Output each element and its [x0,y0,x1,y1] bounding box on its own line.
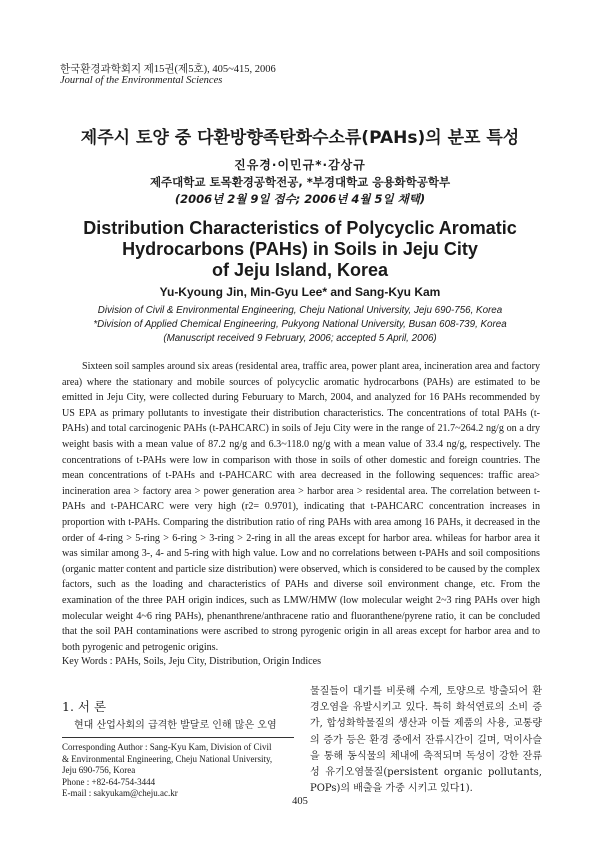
manuscript-dates-en: (Manuscript received 9 February, 2006; accepted 5 April, 2006) [163,333,437,344]
authors-ko: 진유경·이민규*·감상규 [234,158,366,172]
section-heading-introduction: 1. 서 론 [62,699,107,714]
abstract [62,359,540,655]
journal-name-en: Journal of the Environmental Sciences [60,75,223,86]
paper-title-ko: 제주시 토양 중 다환방향족탄화수소류(PAHs)의 분포 특성 [80,128,520,148]
page-number: 405 [292,796,308,807]
title-en-line: Hydrocarbons (PAHs) in Soils in Jeju City [122,239,478,259]
keywords: Key Words : PAHs, Soils, Jeju City, Distribution, Origin Indices [62,656,322,667]
corr-line: & Environmental Engineering, Cheju National University, [62,753,273,764]
received-accepted-dates-ko: (2006년 2월 9일 접수; 2006년 4월 5일 채택) [174,192,426,206]
title-en-line: of Jeju Island, Korea [211,260,389,280]
corr-line: E-mail : sakyukam@cheju.ac.kr [62,788,178,799]
title-en-line: Distribution Characteristics of Polycyclic Aromatic [83,218,517,238]
affiliation-ko: 제주대학교 토목환경공학전공, *부경대학교 응용화학공학부 [149,175,451,189]
affiliation-en-line: *Division of Applied Chemical Engineering, Pukyong National University, Busan 608-739, Korea [93,319,507,330]
corr-line: Jeju 690-756, Korea [62,765,136,776]
journal-citation-ko: 한국환경과학회지 제15권(제5호), 405~415, 2006 [60,64,276,75]
paper-title-en [0,218,600,281]
corr-line: Phone : +82-64-754-3444 [62,776,156,787]
intro-paragraph-left: 현대 산업사회의 급격한 발달로 인해 많은 오염 [74,720,277,731]
corr-line: Corresponding Author : Sang-Kyu Kam, Division of Civil [62,742,272,752]
footnote-divider [62,737,294,738]
affiliation-en-line: Division of Civil & Environmental Engineering, Cheju National University, Jeju 690-756, Korea [97,305,503,316]
affiliation-en [0,304,600,346]
authors-en: Yu-Kyoung Jin, Min-Gyu Lee* and Sang-Kyu Kam [159,285,441,299]
abstract-text: Sixteen soil samples around six areas (residental area, traffic area, power plant area, incineration area and factory area) where the stationary and mobile sources of polycyclic aromatic hydrocarbons (PAHs) are estimated to be emitted in Jeju City, were collected during Feburuary to March, 2004, and analyzed for 16 PAHs recommended by US EPA as primary pollutants to investigate their distribution characteristics. The concentrations of total PAHs (t-PAHs) and total carcinogenic PAHs (t-PAHCARC) in soils of Jeju City were in the range of 21.7~264.2 ng/g on a dry weight basis with a mean value of 87.2 ng/g and 6.3~118.0 ng/g with a mean value of 33.4 ng/g, respectively. The concentrations of t-PAHs were low in comparison with those in soils of other domestic and foreign countries. The mean concentrations of t-PAHs and t-PAHCARC with area decreased in the following sequences: traffic area> incineration area > factory area > power generation area > harbor area > residental area. The correlation between t-PAHs and t-PAHCARC were very high (r2= 0.9701), indicating that t-PAHCARC concentration increases in proportion with t-PAHs. Comparing the distribution ratio of ring PAHs with area among 16 PAHs, it decreased in the order of 4-ring > 5-ring > 6-ring > 3-ring > 2-ring in all the areas except for harbor area. whileas for harbor area it was similar among 3-, 4- and 5-ring with high value. Low and no correlations between t-PAHs and soil compositions (organic matter content and particle size distribution) were observed, which is considered to be caused by the complex factors, such as the loading and characteristics of PAHs and diverse soil environment change, etc. From the examination of the three PAH origin indices, such as LMW/HMW (low molecular weight 2~3 ring PAHs over high molecular weight 4~6 ring PAHs), phenanthrene/anthracene ratio and fluoranthene/pyrene ratio, it can be concluded that the soil PAH contaminations were ascribed to strong pyrogenic origin in all areas except for harbor area and to both pyrogenic and petrogenic origins. [62,361,540,653]
intro-paragraph-right: 물질들이 대기를 비롯해 수계, 토양으로 방출되어 환경오염을 유발시키고 있다. 특히 화석연료의 소비 증가, 합성화학물질의 생산과 이들 제품의 사용, 교통량의 증가 등은 환경 중에서 잔류시간이 길며, 먹이사슬을 통해 동식물의 체내에 축적되며 독성이 강한 잔류성 유기오염물질(persistent organic pollutants, POPs)의 배출을 가중 시키고 있다1). [310,686,542,795]
corresponding-author-footnote [62,742,302,800]
